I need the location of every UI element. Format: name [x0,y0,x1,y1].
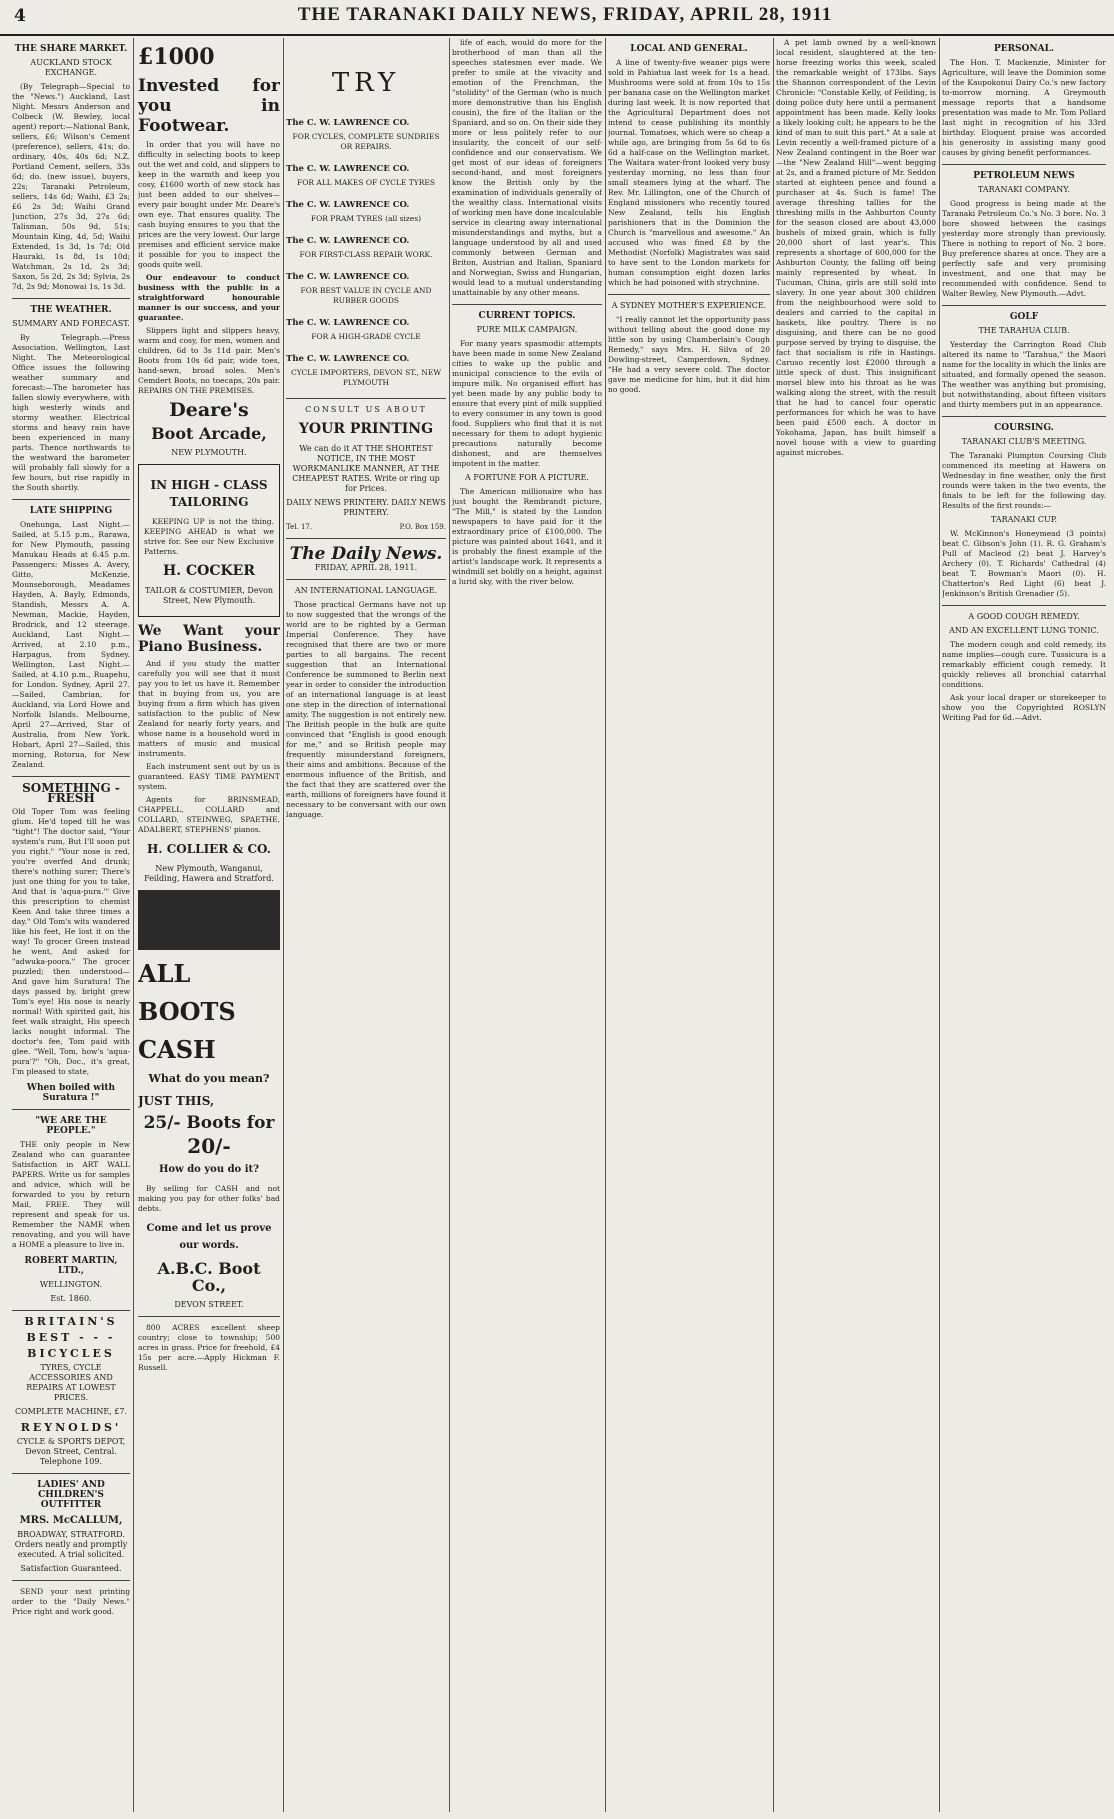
printing-headline: YOUR PRINTING [298,421,434,437]
boots-headline: BOOTS [138,997,236,1026]
reynolds-address: CYCLE & SPORTS DEPOT, Devon Street, Central. Telephone 109. [16,1437,126,1466]
piano-ad-text: And if you study the matter carefully you will see that it must pay you to let us have it. Remember that in buying from us, you are buying from a firm which has given satisfaction to the public of New Zealand for nearly forty years, and whose name is a household word in matters of music and musical instruments. [138,659,280,758]
lawrence-line-1: FOR CYCLES, COMPLETE SUNDRIES OR REPAIRS. [292,132,440,151]
article-heading: AN INTERNATIONAL LANGUAGE. [294,586,438,595]
tailoring-heading: IN HIGH - CLASS TAILORING [150,478,268,509]
weather-subheading: SUMMARY AND FORECAST. [12,319,130,328]
article-continuation: life of each, would do more for the brotherhood of man than all the speeches statesmen ever made. We prefer to smile at the vivacity and emotion of the Frenchman, the "stolidity" of the German (who is much more demonstrative than his English cousin), the fire of the Italian or the Spaniard, and so on. On their side they more or less politely refer to our insularity, the conceit of our self-confidence and our conservatism. We get most of our ideas of foreigners second-hand, and most foreigners know the British only by the examination of individuals generally of the wealthy class. International visits of working men have done incalculable service in clearing away international misunderstandings and myths, but a language understood by all and used commonly between German and Briton, Austrian and Italian, Spaniard and Norwegian, Swiss and Hungarian, would lead to a mutual understanding unattainable by any other means. [452,38,602,297]
lawrence-line-6: FOR A HIGH-GRADE CYCLE [311,332,421,341]
footwear-ad-text: In order that you will have no difficulty in selecting boots to keep out the wet and cold, and slippers to keep in the warmth and keep you cosy, £1600 worth of new stock has just been added to our shelves—every pair bought under Mr. Deare's own eye. That ensures quality. The cash buying ensures to you that the prices are the very lowest. Our large premises and efficient service make it possible for you to inspect the goods quite well. [138,140,280,269]
poem-closing-line: When boiled with Suratura !" [26,1083,116,1103]
robert-martin-established: Est. 1860. [50,1294,92,1303]
piano-headline: We Want your Piano Business. [138,623,280,655]
share-market-report: (By Telegraph—Special to the "News.") Auckland, Last Night. Messrs Anderson and Colbeck (W. Bewley, local agent) report:—National Bank, sellers, £6; Wilson's Cement (preference), sellers, 41s; do. ordinary, 40s, 40s 6d; N.Z. Portland Cement, sellers, 33s 6d; do. (new issue), buyers, 22s; Taranaki Petroleum, sellers, 14s 6d; Waihi, £3 2s; £6 2s 3d; Waihi Grand Junction, 27s 3d, 27s 6d; Talisman, 50s 9d, 51s; Mountain King, 4d, 5d; Waihi Extended, 1s 3d, 1s 7d; Old Hauraki, 1s 8d, 1s 10d; Watchman, 2s 1d, 2s 3d; Saxon, 5s 2d, 2s 3d; Sylvia, 2s 7d, 2s 9d; Monowai 1s, 1s 3d. [12,82,130,291]
printery-box: P.O. Box 159. [399,523,446,531]
just-this: JUST THIS, [138,1094,215,1108]
bicycle-ad-price: COMPLETE MACHINE, £7. [15,1407,127,1416]
cocker-name: H. COCKER [163,563,255,579]
mccallum-name: MRS. McCALLUM, [19,1515,123,1526]
cocker-address: TAILOR & COSTUMIER, Devon Street, New Plymouth. [144,586,274,605]
current-topics-heading: CURRENT TOPICS. [478,311,576,321]
consult-line: CONSULT US ABOUT [305,405,427,414]
price-headline: £1000 [138,44,215,70]
money-cartoon-image [138,890,280,950]
lawrence-name-6: The C. W. LAWRENCE CO. [286,318,410,328]
sydney-mother-text: "I really cannot let the opportunity pass without telling about the good done my little son by using Chamberlain's Cough Remedy," says Mrs. H. Silva of 20 Dowling-street, Camperdown, Sydney. "He had a very severe cold. The doctor gave me medicine for him, but it did him no good. [608,315,770,394]
personal-text: The Hon. T. Mackenzie, Minister for Agriculture, will leave the Dominion some of the Kaupokonui Dairy Co.'s new factory to-morrow morning. A Greymouth message reports that a handsome presentation was made to Mr. Tom Pollard last night in recognition of his 33rd birthday. Eloquent praise was accorded his generosity in assisting many good causes by giving benefit performances. [942,58,1106,157]
bicycle-ad-line2: BEST - - - [26,1331,116,1344]
shipping-report: Onehunga, Last Night.—Sailed, at 5.15 p.m., Rarawa, for New Plymouth, passing Manukau Heads at 6.45 p.m. Passengers: Misses A. Avery, Gitto, McKenzie, Mounseborough, Meadames Hayden, A. Bayly, Edmonds, Standish, Messrs A. A. Newman, Mackie, Hayden, Brodrick, and 12 steerage. Auckland, Last Night.—Arrived, at 2.10 p.m., Harpagus, from Sydney. Wellington, Last Night.—Sailed, at 4.10 p.m., Ruapehu, for London. Sydney, April 27.—Sailed, Cambrian, for Auckland, via Lord Howe and Norfolk Islands. Melbourne, April 27—Arrived, Star of Australia, from New York. Hobart, April 27—Sailed, this morning, Rotorua, for New Zealand. [12,520,130,769]
something-fresh-heading: SOMETHING - FRESH [22,781,120,805]
printery-name: DAILY NEWS PRINTERY. DAILY NEWS PRINTERY. [286,498,446,517]
lawrence-name-4: The C. W. LAWRENCE CO. [286,236,410,246]
page-number: 4 [14,6,26,26]
people-heading: "WE ARE THE PEOPLE." [35,1116,107,1136]
tailoring-ad [138,464,280,617]
outfitter-heading: LADIES' AND CHILDREN'S OUTFITTER [37,1480,105,1510]
try-headline: TRY [331,68,401,98]
collier-branches: New Plymouth, Wanganui, Feilding, Hawera and Stratford. [144,864,274,883]
cough-remedy-heading: A GOOD COUGH REMEDY. [968,612,1080,621]
coursing-heading: COURSING. [994,423,1054,433]
bicycle-ad-text: TYRES, CYCLE ACCESSORIES AND REPAIRS AT LOWEST PRICES. [26,1363,116,1402]
boot-arcade-name: Boot Arcade, [151,424,267,443]
endeavour-text: Our endeavour to conduct business with the public in a straightforward honourable manner is our success, and your guarantee. [138,273,280,322]
share-market-subheading: AUCKLAND STOCK EXCHANGE. [30,58,112,77]
lawrence-name-7: The C. W. LAWRENCE CO. [286,354,410,364]
reynolds-name: REYNOLDS' [20,1421,122,1434]
coursing-subheading: TARANAKI CLUB'S MEETING. [961,437,1087,446]
petroleum-subheading: TARANAKI COMPANY. [977,185,1071,194]
column-5 [608,38,770,1812]
lawrence-line-5: FOR BEST VALUE IN CYCLE AND RUBBER GOODS [300,286,432,305]
column-6 [776,38,936,1812]
lawrence-name-1: The C. W. LAWRENCE CO. [286,118,410,128]
boots-offer-price: 20/- [187,1134,231,1158]
article-text: Those practical Germans have not up to now suggested that the wrongs of the world are to be righted by a German Imperial Conference. They have recognised that there are two or more parties to all bargains. The recent suggestion that an International Conference be summoned to Berlin next year in order to consider the introduction of an international language is at least one step in the direction of international amity. The suggestion is not entirely new. The British people in the bulk are quite convinced that "English is good enough for me," and so British people may frequently misunderstand foreigners, their aims and ambitions. Because of the enormous influence of the British, and the fact that they are scattered over the earth, millions of foreigners have found it necessary to be conversant with our own language. [286,600,446,819]
bicycle-ad-line1: BRITAIN'S [24,1315,118,1328]
suratura-poem: Old Toper Tom was feeling glum. He'd toped till he was "tight"! The doctor said, "Your system's rum, But I'll soon put you right." "Your nose is red, you're overfed And drunk; there's nothing surer; There's just one thing for you to take, And that is 'aqua-pura.'" Give this prescription to chemist Keen And take three times a day." Old Tom's wits wandered like his feet, He lost it on the way! To grocer Green instead he went, And asked for "adwuka-poora." The grocer puzzled; then understood—And gave him Suratura! The days passed by, bright grew Tom's eye! His nose is nearly normal! With spirited gait, his feet walk straight, His speech lacks nought informal. The doctor's fee, Tom paid with glee. "Well, Tom, how's 'aqua-pura'?" "Oh, Doc., it's great, I'm pleased to state, [12,807,130,1076]
local-general-text: A line of twenty-five weaner pigs were sold in Pahiatua last week for 1s a head. Mushrooms were sold at from 10s to 15s per banana case on the Wellington market during last week. It is now reported that the Agricultural Department does not intend to cease publishing its monthly journal. Tomatoes, which were so cheap a while ago, are bringing from 5s 6d to 6s 6d a half-case on the Wellington market. The Waitara water-front looked very busy yesterday morning, no less than four small steamers lying at the wharf. The Rev. Mr. Lillington, one of the Church of England missioners who recently toured New Zealand, tells his English parishioners that in the Dominion the Church is "marvellous and awesome." An accused who was fined £8 by the Methodist (Norfolk) Magistrates was said to have sent to the London markets for human consumption eight dozen larks which he had poisoned with strychnine. [608,58,770,287]
cash-headline: CASH [138,1035,216,1064]
lawrence-line-4: FOR FIRST-CLASS REPAIR WORK. [299,250,433,259]
piano-agents: Agents for BRINSMEAD, CHAPPELL, COLLARD and COLLARD, STEINWEG, SPAETHE, ADALBERT, STEPHENS' pianos. [138,795,280,834]
how-question: How do you do it? [158,1164,259,1175]
taranaki-cup-heading: TARANAKI CUP. [990,515,1058,524]
lawrence-name-2: The C. W. LAWRENCE CO. [286,164,410,174]
collier-name: H. COLLIER & CO. [147,842,271,856]
local-items-text: A pet lamb owned by a well-known local resident, slaughtered at the ten-horse freezing works this week, scaled the remarkable weight of 173lbs. Says the Shannon correspondent of the Levin Chronicle: "Constable Kelly, of Feilding, is doing police duty here until a permanent appointment has been made. Kelly looks a likely looking colt; he appears to be the kind of man to suit this part." At a sale at Levin recently a well-framed picture of a New Zealand contingent in the Boer war—the "New Zealand Hill"—went begging at 2s, and a framed picture of Mr. Seddon started at eighteen pence and found a purchaser at 4s. Such is fame! The average threshing tallies for the threshing mills in the Ashburton County for the season closed are about 43,000 bushels of mixed grain, which is fully 20,000 short of last year's. This represents a shortage of 600,000 for the Ashburton County, the falling off being mainly represented by wheat. In Tucuman, China, girls are still sold into slavery. In one year about 300 children from the neighbourhood were sold to dealers and carried to the capital in baskets, like poultry. There is no disguising, and there can be no good purpose served by trying to disguise, the fact that socialism is rife in Hastings. Caruso recently lost £2000 through a little speck of dust. This insignificant morsel blew into his throat as he was walking along the street, with the result that he had to cancel four operatic performances for which he was to have been paid £500 each. A doctor in Yokohama, Japan, has built himself a novel house with a view to guarding against microbes. [776,38,936,457]
printery-telephone: Tel. 17. [286,523,313,531]
prove-words: Come and let us prove our words. [146,1223,272,1251]
lawrence-name-5: The C. W. LAWRENCE CO. [286,272,410,282]
robert-martin-name: ROBERT MARTIN, LTD., [24,1256,118,1276]
shipping-heading: LATE SHIPPING [29,506,113,516]
column-4 [452,38,602,1812]
lawrence-name-3: The C. W. LAWRENCE CO. [286,200,410,210]
printing-order-ad: SEND your next printing order to the "Daily News." Price right and work good. [12,1587,130,1616]
column-2 [138,38,280,1812]
roslyn-pad-ad: Ask your local draper or storekeeper to show you the Copyrighted ROSLYN Writing Pad for 6d.—Advt. [942,693,1106,722]
golf-subheading: THE TARAHUA CLUB. [978,326,1070,335]
issue-date: FRIDAY, APRIL 28, 1911. [314,563,418,572]
lawrence-line-2: FOR ALL MAKES OF CYCLE TYRES [297,178,435,187]
footwear-headline: Invested for you in Footwear. [138,76,280,136]
fortune-text: The American millionaire who has just bought the Rembrandt picture, "The Mill," is stated by the London newspapers to have paid for it the extraordinary price of £100,000. The picture was painted about 1641, and it is probably the finest example of the artist's landscape work. It represents a windmill set boldly on a height, against a lurid sky, with the river below. [452,487,602,586]
lawrence-line-3: FOR PRAM TYRES (all sizes) [310,214,422,223]
petroleum-text: Good progress is being made at the Taranaki Petroleum Co.'s No. 3 bore. No. 3 bore showed between the casings yesterday more strongly than previously. There is nothing to report of No. 2 bore. Buy preference shares at once. They are a perfectly safe and very promising investment, and one that may be recommended with confidence. Send to Walter Bewley, New Plymouth.—Advt. [942,199,1106,298]
acres-ad: 800 ACRES excellent sheep country; close to township; 500 acres in grass. Price for freehold, £4 15s per acre.—Apply Hickman F. Russell. [138,1323,280,1372]
local-general-heading: LOCAL AND GENERAL. [630,44,748,54]
daily-news-masthead: The Daily News. [289,544,443,564]
slippers-text: Slippers light and slippers heavy, warm and cosy, for men, women and children, 6d to 3s 11d pair. Men's Boots from 10s 6d pair, wide toes, hand-sewn, broad soles. Men's Cemdert Boots, no toecaps, 20s pair. REPAIRS ON THE PREMISES. [138,326,280,395]
personal-heading: PERSONAL. [993,44,1055,54]
pure-milk-heading: PURE MILK CAMPAIGN. [476,325,578,334]
how-answer: By selling for CASH and not making you pay for other folks' bad debts. [138,1184,280,1213]
mccallum-text: BROADWAY, STRATFORD. Orders neatly and promptly executed. A trial solicited. [14,1530,128,1559]
cough-remedy-text: The modern cough and cold remedy, its name implies—cough cure. Tussicura is a remarkably efficient cough remedy. It quickly relieves all bronchial catarrhal conditions. [942,640,1106,689]
newspaper-title: THE TARANAKI DAILY NEWS, FRIDAY, APRIL 28, 1911 [297,4,833,25]
tailoring-text: KEEPING UP is not the thing. KEEPING AHEAD is what we strive for. See our New Exclusive Patterns. [144,517,274,556]
robert-martin-place: WELLINGTON. [39,1280,103,1289]
pure-milk-text: For many years spasmodic attempts have been made in some New Zealand cities to wake up the public and municipal conscience to the evils of impure milk. No organised effort has yet been made by any public body to ensure that every pint of milk supplied to every consumer in any town is good food. Suppliers who find that it is not necessary for them to adopt hygienic precautions naturally become dishonest, and are themselves impotent in the matter. [452,339,602,468]
abc-boot-name: A.B.C. Boot Co., [157,1259,261,1295]
fortune-heading: A FORTUNE FOR A PICTURE. [465,473,589,482]
abc-boot-address: DEVON STREET. [174,1300,244,1309]
sydney-mother-heading: A SYDNEY MOTHER'S EXPERIENCE. [611,301,767,310]
column-3 [286,38,446,1812]
golf-heading: GOLF [1009,312,1039,322]
weather-heading: THE WEATHER. [30,305,112,315]
mccallum-footer: Satisfaction Guaranteed. [20,1564,122,1573]
bicycle-ad-line3: BICYCLES [27,1347,115,1360]
deares-name: Deare's [169,399,249,421]
masthead [0,0,1114,36]
coursing-text: The Taranaki Plumpton Coursing Club commenced its meeting at Hawera on Wednesday in fine weather, only the first rounds were taken in the two events, the finals to be left for the following day. Results of the first rounds:— [942,451,1106,510]
coursing-results: W. McKinnon's Honeymead (3 points) beat C. Gibson's John (1). R. G. Graham's Pull of Macleod (2) beat J. Harvey's Archery (0). T. Richards' Cathedral (4) beat T. Bowman's Maori (0). H. Chatterton's Red Light (6) beat J. Jenkinson's British Grenadier (5). [942,529,1106,598]
column-1 [12,38,130,1812]
all-headline: ALL [138,959,191,988]
column-7 [942,38,1106,1812]
golf-text: Yesterday the Carrington Road Club altered its name to "Tarahua," the Maori name for the locality in which the links are situated, and formally opened the season. The weather was anything but promising, but notwithstanding, about fifteen visitors and thirty members put in an appearance. [942,340,1106,409]
petroleum-heading: PETROLEUM NEWS [973,171,1075,181]
wallpaper-ad-text: THE only people in New Zealand who can guarantee Satisfaction in ART WALL PAPERS. Write us for samples and advice, which will be forwarded to you by return Mail, FREE. They will represent and speak for us. Remember the NAME when renovating, and you will have a HOME a pleasure to live in. [12,1140,130,1249]
piano-guarantee: Each instrument sent out by us is guaranteed. EASY TIME PAYMENT system. [138,762,280,791]
weather-report: By Telegraph.—Press Association. Wellington, Last Night. The Meteorological Office issues the following weather summary and forecast:—The barometer has fallen slowly everywhere, with high westerly winds and stormy weather. Electrical storms and heavy rain have been experienced in many parts. Thence northwards to the westward the barometer will probably fall slowly for a few hours, but rise rapidly in the South shortly. [12,333,130,492]
lawrence-line-7: CYCLE IMPORTERS, DEVON ST., NEW PLYMOUTH [290,368,442,387]
printing-ad-text: We can do it AT THE SHORTEST NOTICE, IN THE MOST WORKMANLIKE MANNER, AT THE CHEAPEST RATES. Write or ring up for Prices. [292,444,440,493]
cough-remedy-subheading: AND AN EXCELLENT LUNG TONIC. [949,626,1099,635]
deares-place: NEW PLYMOUTH. [171,448,247,457]
boots-offer: 25/- Boots for [143,1113,275,1133]
printery-contacts [286,522,446,532]
share-market-heading: THE SHARE MARKET. [14,44,128,54]
what-mean: What do you mean? [148,1072,270,1085]
